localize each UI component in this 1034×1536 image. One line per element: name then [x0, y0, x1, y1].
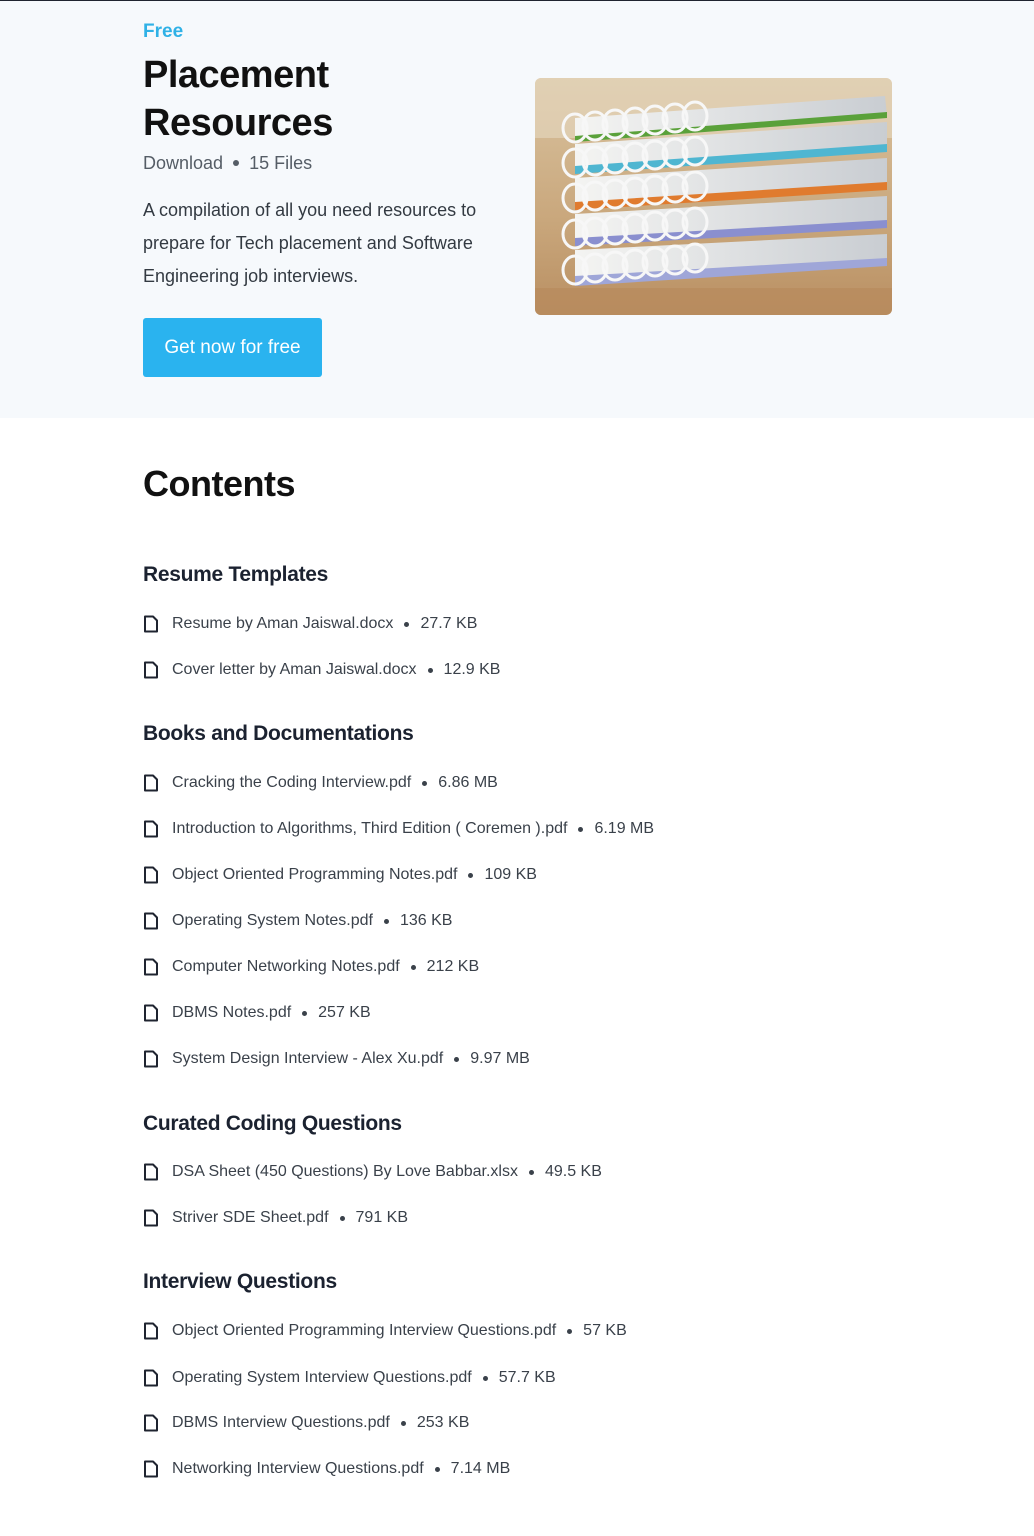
size-separator	[435, 1467, 440, 1472]
size-separator	[567, 1329, 572, 1334]
file-icon	[143, 774, 159, 792]
size-separator	[411, 965, 416, 970]
file-item[interactable]	[143, 1411, 469, 1435]
file-icon	[143, 1322, 159, 1340]
resource-type: Download	[143, 153, 224, 173]
size-separator	[302, 1011, 307, 1016]
cover-image	[535, 78, 892, 315]
size-separator	[428, 668, 433, 673]
size-separator	[422, 781, 427, 786]
file-name: Operating System Notes.pdf	[172, 912, 373, 929]
file-icon	[143, 1004, 159, 1022]
file-name: DBMS Interview Questions.pdf	[172, 1414, 390, 1431]
file-size: 57 KB	[583, 1322, 627, 1339]
file-item[interactable]	[143, 1457, 510, 1481]
file-size: 57.7 KB	[498, 1369, 556, 1386]
file-name: DSA Sheet (450 Questions) By Love Babbar.xlsx	[172, 1163, 518, 1180]
file-icon	[143, 1163, 159, 1181]
file-name: System Design Interview - Alex Xu.pdf	[172, 1050, 444, 1067]
file-name: Computer Networking Notes.pdf	[172, 958, 400, 975]
file-icon	[143, 1369, 159, 1387]
file-size: 27.7 KB	[420, 615, 478, 632]
file-icon	[143, 958, 159, 976]
price-badge: Free	[143, 21, 184, 42]
file-item[interactable]	[143, 1047, 530, 1071]
spiral-notebooks-image	[535, 78, 892, 315]
file-name: Networking Interview Questions.pdf	[172, 1460, 424, 1477]
resource-description: A compilation of all you need resources to prepare for Tech placement and Software Engineering job interviews.	[143, 200, 477, 286]
section-title-books: Books and Documentations	[143, 722, 414, 745]
size-separator	[483, 1376, 488, 1381]
file-item[interactable]	[143, 771, 498, 795]
file-name: Operating System Interview Questions.pdf	[172, 1369, 472, 1386]
file-icon	[143, 912, 159, 930]
file-name: Object Oriented Programming Interview Questions.pdf	[172, 1322, 557, 1339]
file-name: DBMS Notes.pdf	[172, 1004, 292, 1021]
meta-separator	[233, 160, 239, 166]
file-name: Cracking the Coding Interview.pdf	[172, 774, 412, 791]
file-icon	[143, 1209, 159, 1227]
section-title-resume-templates: Resume Templates	[143, 563, 329, 586]
file-size: 212 KB	[426, 958, 480, 975]
size-separator	[340, 1216, 345, 1221]
file-item[interactable]	[143, 1319, 627, 1343]
file-item[interactable]	[143, 817, 654, 841]
file-item[interactable]	[143, 1206, 408, 1230]
file-item[interactable]	[143, 1160, 602, 1184]
file-name: Resume by Aman Jaiswal.docx	[172, 615, 394, 632]
size-separator	[454, 1057, 459, 1062]
section-title-coding-questions: Curated Coding Questions	[143, 1112, 402, 1135]
file-icon	[143, 1460, 159, 1478]
get-now-button[interactable]: Get now for free	[143, 318, 322, 377]
size-separator	[404, 622, 409, 627]
file-item[interactable]	[143, 1001, 371, 1025]
file-icon	[143, 1414, 159, 1432]
size-separator	[529, 1170, 534, 1175]
file-icon	[143, 820, 159, 838]
file-size: 109 KB	[484, 866, 537, 883]
file-item[interactable]	[143, 955, 479, 979]
file-name: Cover letter by Aman Jaiswal.docx	[172, 661, 417, 678]
file-size: 791 KB	[355, 1209, 408, 1226]
file-size: 49.5 KB	[544, 1163, 602, 1180]
size-separator	[384, 919, 389, 924]
file-size: 12.9 KB	[443, 661, 501, 678]
size-separator	[578, 827, 583, 832]
size-separator	[401, 1421, 406, 1426]
contents-heading: Contents	[143, 463, 295, 504]
file-size: 6.19 MB	[594, 820, 655, 837]
file-size: 6.86 MB	[438, 774, 498, 791]
file-name: Introduction to Algorithms, Third Edition ( Coremen ).pdf	[172, 820, 568, 837]
hero-section	[0, 1, 1034, 418]
file-size: 253 KB	[416, 1414, 470, 1431]
file-name: Object Oriented Programming Notes.pdf	[172, 866, 458, 883]
file-icon	[143, 1050, 159, 1068]
file-size: 257 KB	[318, 1004, 371, 1021]
file-icon	[143, 866, 159, 884]
page-title: Placement Resources	[143, 54, 333, 144]
file-count: 15 Files	[249, 153, 313, 173]
file-item[interactable]	[143, 658, 500, 682]
file-size: 7.14 MB	[450, 1460, 511, 1477]
file-item[interactable]	[143, 612, 477, 636]
file-item[interactable]	[143, 863, 537, 887]
file-icon	[143, 661, 159, 679]
size-separator	[468, 873, 473, 878]
file-icon	[143, 615, 159, 633]
file-size: 136 KB	[399, 912, 453, 929]
resource-meta	[143, 153, 312, 174]
file-name: Striver SDE Sheet.pdf	[172, 1209, 329, 1226]
section-title-interview-questions: Interview Questions	[143, 1270, 337, 1293]
file-item[interactable]	[143, 909, 452, 933]
file-size: 9.97 MB	[470, 1050, 530, 1067]
file-item[interactable]	[143, 1366, 556, 1390]
